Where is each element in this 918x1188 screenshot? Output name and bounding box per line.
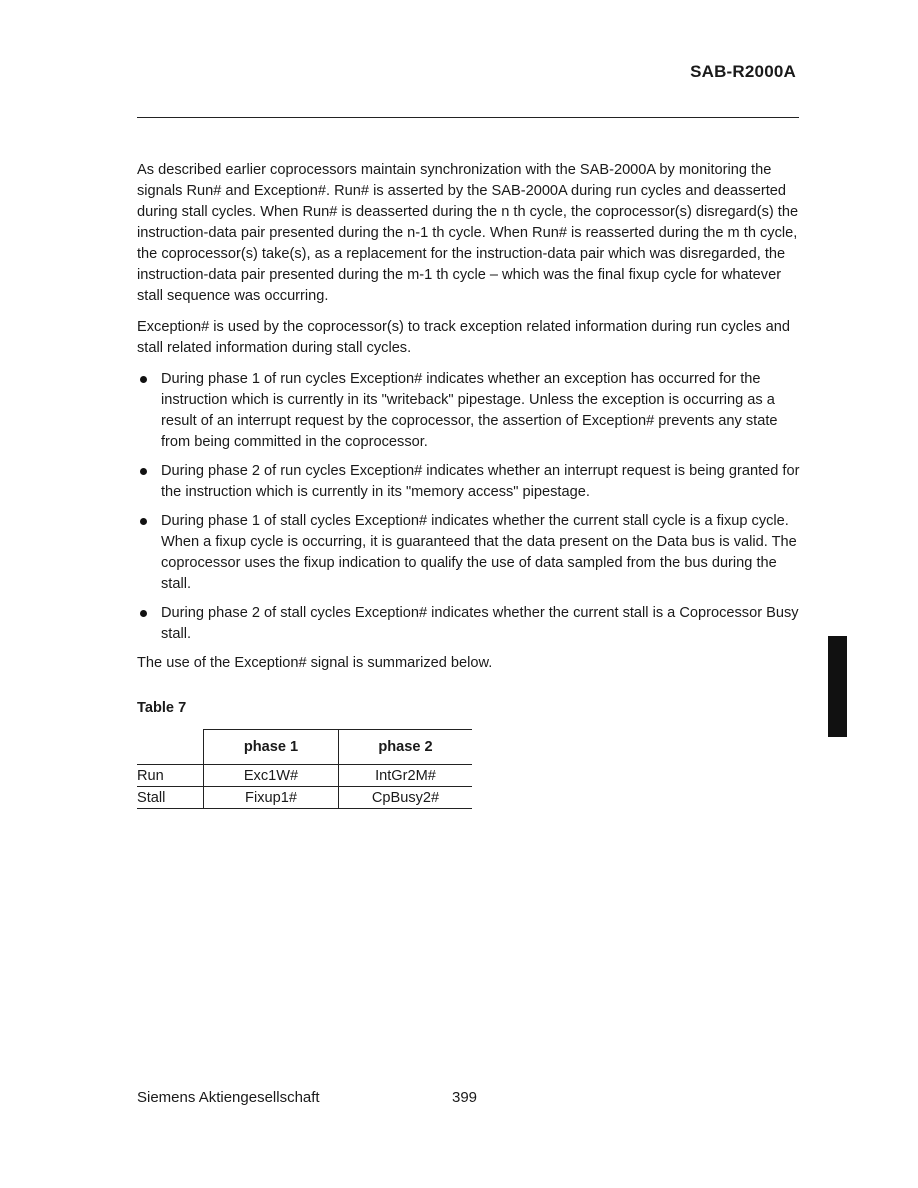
header-divider: [137, 117, 799, 118]
bullet-dot-icon: [140, 468, 147, 475]
paragraph-exception-usage: Exception# is used by the coprocessor(s) to track exception related information during run cycles and stall related information during stall cycles.: [137, 319, 790, 356]
bullet-text: During phase 2 of stall cycles Exception# indicates whether the current stall is a Coprocessor Busy stall.: [161, 605, 799, 642]
footer-company: Siemens Aktiengesellschaft: [137, 1089, 320, 1106]
row-label: Stall: [137, 787, 204, 809]
cell-phase1: Fixup1#: [204, 787, 339, 809]
page-header-title: SAB-R2000A: [690, 62, 796, 81]
table-header-empty: [137, 730, 204, 765]
bullet-list: [137, 369, 805, 645]
footer-page-number: 399: [452, 1089, 478, 1106]
table-title: Table 7: [137, 700, 187, 716]
table-row: [137, 787, 472, 809]
paragraph-synchronization: As described earlier coprocessors maintain synchronization with the SAB-2000A by monitoring the signals Run# and Exception#. Run# is asserted by the SAB-2000A during run cycles and deasserted during stall cycles. When Run# is deasserted during the n th cycle, the coprocessor(s) disregard(s) the instruction-data pair presented during the n-1 th cycle. When Run# is reasserted during the m th cycle, the coprocessor(s) take(s), as a replacement for the instruction-data pair which was disregarded, the instruction-data pair presented during the m-1 th cycle – which was the final fixup cycle for whatever stall sequence was occurring.: [137, 162, 799, 304]
row-label: Run: [137, 765, 204, 787]
bullet-dot-icon: [140, 518, 147, 525]
bullet-item: [137, 511, 805, 595]
bullet-item: [137, 603, 805, 645]
bullet-dot-icon: [140, 610, 147, 617]
bullet-item: [137, 369, 805, 453]
paragraph-summary: The use of the Exception# signal is summarized below.: [137, 655, 493, 671]
section-marker-bar: [828, 636, 847, 737]
table-header-row: [137, 730, 472, 765]
cell-phase2: IntGr2M#: [339, 765, 473, 787]
table-row: [137, 765, 472, 787]
bullet-text: During phase 1 of stall cycles Exception# indicates whether the current stall cycle is a fixup cycle. When a fixup cycle is occurring, it is guaranteed that the data present on the Data bus is valid. The coprocessor uses the fixup indication to qualify the use of data sampled from the bus during the stall.: [161, 513, 797, 592]
cell-phase1: Exc1W#: [204, 765, 339, 787]
table-header-phase1: phase 1: [204, 730, 339, 765]
document-body: [137, 160, 805, 684]
bullet-text: During phase 1 of run cycles Exception# indicates whether an exception has occurred for the instruction which is currently in its "writeback" pipestage. Unless the exception is occurring as a result of an interrupt request by the coprocessor, the assertion of Exception# prevents any state from being committed in the coprocessor.: [161, 371, 778, 450]
table-header-phase2: phase 2: [339, 730, 473, 765]
exception-signal-table: [137, 729, 472, 809]
bullet-item: [137, 461, 805, 503]
cell-phase2: CpBusy2#: [339, 787, 473, 809]
bullet-dot-icon: [140, 376, 147, 383]
bullet-text: During phase 2 of run cycles Exception# indicates whether an interrupt request is being granted for the instruction which is currently in its "memory access" pipestage.: [161, 463, 800, 500]
